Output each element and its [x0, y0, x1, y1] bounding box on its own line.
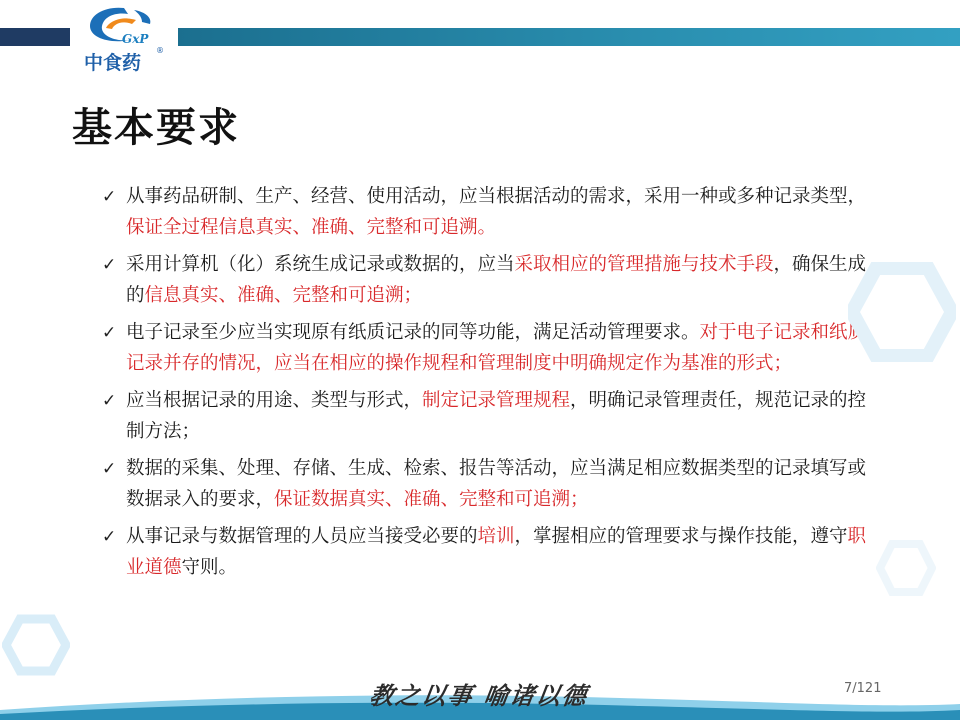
logo-registered-mark: ®: [156, 46, 164, 55]
requirement-item: [100, 522, 880, 583]
company-logo: [76, 2, 172, 74]
requirement-text-highlight: 保证全过程信息真实、准确、完整和可追溯。: [126, 216, 497, 238]
checkmark-icon: ✓: [102, 255, 117, 275]
requirements-list: [100, 182, 880, 590]
requirement-text: ，明确记录管理责任，规范记录的控制方法；: [126, 390, 867, 442]
page-number: 7/121: [844, 681, 882, 696]
checkmark-icon: ✓: [102, 187, 117, 207]
requirement-text-highlight: 制定记录管理规程: [422, 390, 571, 411]
requirement-text: 数据的采集、处理、存储、生成、检索、报告等活动，应当满足相应数据类型的记录填写或数据录入的要求，: [126, 458, 867, 510]
requirement-text-highlight: 信息真实、准确、完整和可追溯；: [144, 284, 423, 306]
checkmark-icon: ✓: [102, 391, 117, 411]
header-band-right: [178, 28, 960, 46]
requirement-text-highlight: 对于电子记录和纸质记录并存的情况，应当在相应的操作规程和管理制度中明确规定作为基准的形式；: [126, 322, 867, 374]
requirement-text-highlight: 采取相应的管理措施与技术手段: [514, 254, 774, 275]
requirement-text: 应当根据记录的用途、类型与形式，: [126, 390, 423, 411]
requirement-item: [100, 182, 880, 243]
requirement-text: ，掌握相应的管理要求与操作技能，遵守: [514, 526, 848, 547]
logo-brand-text: 中食药: [84, 52, 142, 74]
requirement-item: [100, 386, 880, 447]
requirement-text: ，确保生成的: [126, 254, 867, 306]
checkmark-icon: ✓: [102, 323, 117, 343]
hexagon-decoration-icon: [848, 262, 956, 362]
requirement-item: [100, 454, 880, 515]
footer-motto: 教之以事 喻诸以德: [367, 681, 591, 710]
requirement-text-highlight: 培训: [477, 526, 515, 547]
logo-gxp-text: GxP: [122, 32, 149, 46]
requirement-text: 电子记录至少应当实现原有纸质记录的同等功能，满足活动管理要求。: [126, 322, 700, 343]
requirement-item: [100, 318, 880, 379]
requirement-text-highlight: 保证数据真实、准确、完整和可追溯；: [274, 488, 589, 510]
slide-title: 基本要求: [72, 104, 240, 151]
hexagon-decoration-icon: [876, 540, 936, 596]
checkmark-icon: ✓: [102, 459, 117, 479]
checkmark-icon: ✓: [102, 527, 117, 547]
requirement-text: 守则。: [181, 556, 238, 578]
requirement-text: 从事记录与数据管理的人员应当接受必要的: [126, 526, 478, 547]
requirement-text: 采用计算机（化）系统生成记录或数据的，应当: [126, 254, 515, 275]
requirement-item: [100, 250, 880, 311]
hexagon-decoration-icon: [2, 614, 70, 676]
requirement-text: 从事药品研制、生产、经营、使用活动，应当根据活动的需求，采用一种或多种记录类型，: [126, 186, 867, 207]
requirement-text-highlight: 职业道德: [126, 526, 867, 578]
header-band-left: [0, 28, 70, 46]
